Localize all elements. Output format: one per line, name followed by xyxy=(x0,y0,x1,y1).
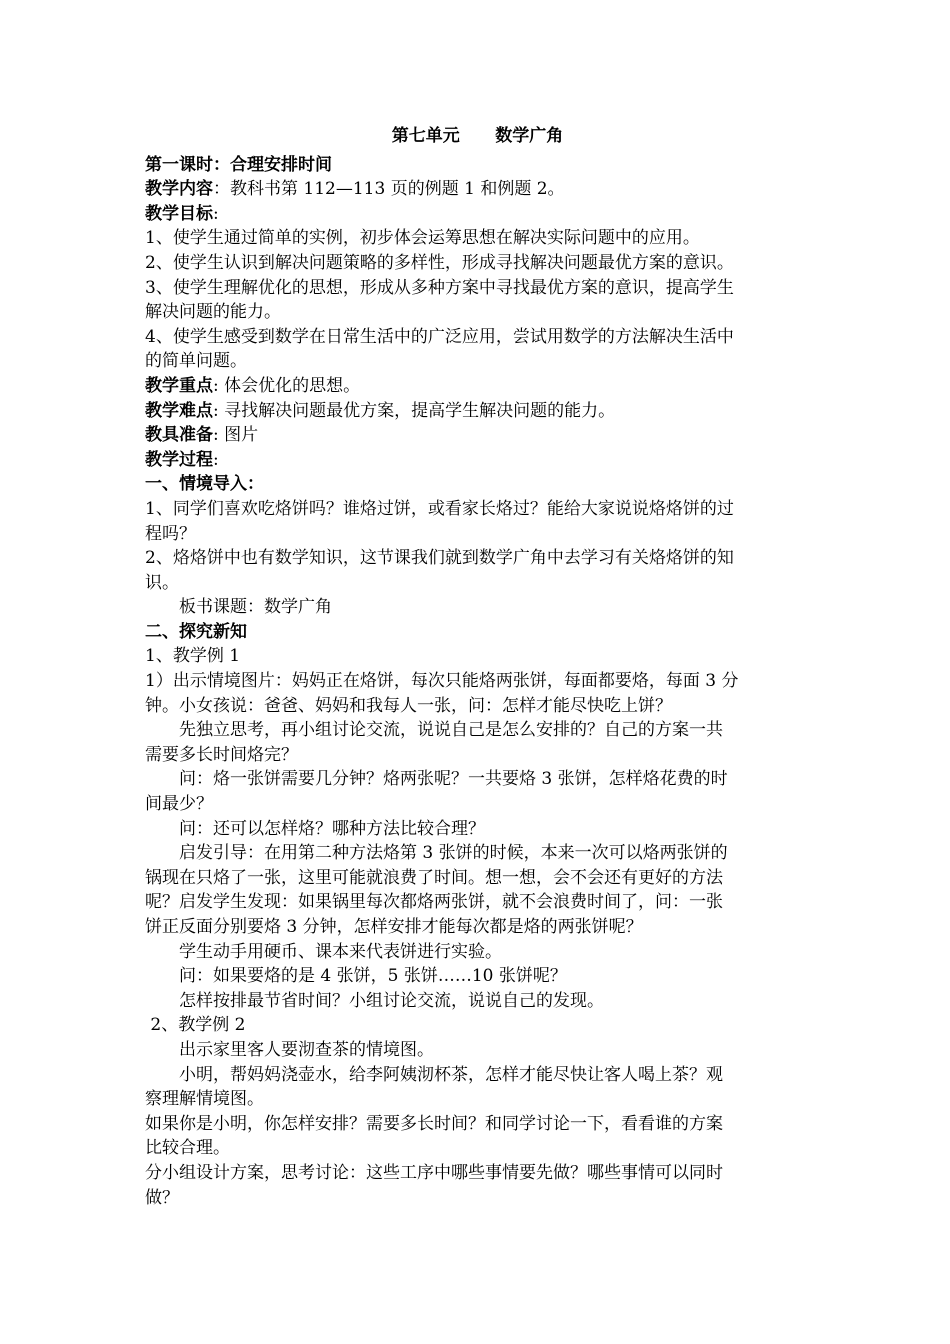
paragraph-line: 分小组设计方案，思考讨论：这些工序中哪些事情要先做？哪些事情可以同时 xyxy=(145,1162,723,1183)
paragraph-line: 问：还可以怎样烙？哪种方法比较合理？ xyxy=(179,818,485,839)
section-heading: 二、探究新知 xyxy=(145,621,247,642)
goal-line: 解决问题的能力。 xyxy=(145,302,281,323)
paragraph-line: 出示家里客人要沏查茶的情境图。 xyxy=(179,1039,434,1060)
goal-line: 1、使学生通过简单的实例，初步体会运筹思想在解决实际问题中的应用。 xyxy=(145,228,700,249)
paragraph-line: 比较合理。 xyxy=(145,1138,230,1159)
document-page xyxy=(145,124,810,1210)
paragraph-line: 钟。小女孩说：爸爸、妈妈和我每人一张，问：怎样才能尽快吃上饼？ xyxy=(145,695,672,716)
paragraph-line: 启发引导：在用第二种方法烙第 3 张饼的时候，本来一次可以烙两张饼的 xyxy=(179,843,728,864)
section-heading: 一、情境导入： xyxy=(145,474,264,495)
paragraph-line: 1）出示情境图片：妈妈正在烙饼，每次只能烙两张饼，每面都要烙，每面 3 分 xyxy=(145,671,739,692)
difficulty-text: : 寻找解决问题最优方案，提高学生解决问题的能力。 xyxy=(213,400,616,421)
paragraph-line: 学生动手用硬币、课本来代表饼进行实验。 xyxy=(179,941,502,962)
paragraph-line: 饼正反面分别要烙 3 分钟，怎样安排才能每次都是烙的两张饼呢？ xyxy=(145,917,643,937)
tools-label: 教具准备 xyxy=(145,425,213,446)
example-heading: 2、教学例 2 xyxy=(145,1015,246,1036)
paragraph-line: 做？ xyxy=(145,1187,179,1208)
content-line xyxy=(145,177,810,202)
process-heading xyxy=(145,448,810,473)
goal-line: 3、使学生理解优化的思想，形成从多种方案中寻找最优方案的意识，提高学生 xyxy=(145,277,734,298)
unit-title: 第七单元 数学广角 xyxy=(391,126,564,146)
paragraph-line: 察理解情境图。 xyxy=(145,1089,264,1110)
paragraph-line: 程吗？ xyxy=(145,523,196,544)
paragraph-line: 1、同学们喜欢吃烙饼吗？谁烙过饼，或看家长烙过？能给大家说说烙烙饼的过 xyxy=(145,498,734,519)
key-label: 教学重点 xyxy=(145,375,213,396)
key-line xyxy=(145,374,810,399)
key-text: : 体会优化的思想。 xyxy=(213,375,361,396)
example-heading: 1、教学例 1 xyxy=(145,646,241,667)
paragraph-line: 呢？启发学生发现：如果锅里每次都烙两张饼，就不会浪费时间了，问：一张 xyxy=(145,892,723,913)
paragraph-line: 识。 xyxy=(145,572,179,593)
difficulty-label: 教学难点 xyxy=(145,400,213,421)
paragraph-line: 需要多长时间烙完？ xyxy=(145,744,298,765)
goal-line: 的简单问题。 xyxy=(145,351,247,372)
goals-heading xyxy=(145,202,810,227)
goals-colon: : xyxy=(213,203,219,224)
lesson-title: 第一课时：合理安排时间 xyxy=(145,154,332,175)
paragraph-line: 小明，帮妈妈浇壶水，给李阿姨沏杯茶，怎样才能尽快让客人喝上茶？观 xyxy=(179,1064,723,1085)
goal-line: 4、使学生感受到数学在日常生活中的广泛应用，尝试用数学的方法解决生活中 xyxy=(145,326,734,347)
content-text: ：教科书第 112—113 页的例题 1 和例题 2。 xyxy=(213,179,565,200)
difficulty-line xyxy=(145,399,810,424)
goal-line: 2、使学生认识到解决问题策略的多样性，形成寻找解决问题最优方案的意识。 xyxy=(145,252,734,273)
paragraph-line: 问：烙一张饼需要几分钟？烙两张呢？一共要烙 3 张饼，怎样烙花费的时 xyxy=(179,769,728,790)
tools-line xyxy=(145,423,810,448)
process-colon: : xyxy=(213,449,219,470)
board-title: 板书课题：数学广角 xyxy=(179,597,332,618)
paragraph-line: 如果你是小明，你怎样安排？需要多长时间？和同学讨论一下，看看谁的方案 xyxy=(145,1113,723,1134)
paragraph-line: 2、烙烙饼中也有数学知识，这节课我们就到数学广角中去学习有关烙烙饼的知 xyxy=(145,548,734,569)
paragraph-line: 先独立思考，再小组讨论交流，说说自己是怎么安排的？自己的方案一共 xyxy=(179,720,723,741)
goals-label: 教学目标 xyxy=(145,203,213,224)
paragraph-line: 怎样按排最节省时间？小组讨论交流，说说自己的发现。 xyxy=(179,990,604,1011)
paragraph-line: 间最少？ xyxy=(145,794,213,815)
tools-text: : 图片 xyxy=(213,425,259,446)
content-label: 教学内容 xyxy=(145,179,213,200)
process-label: 教学过程 xyxy=(145,449,213,470)
paragraph-line: 问：如果要烙的是 4 张饼，5 张饼……10 张饼呢？ xyxy=(179,966,567,987)
paragraph-line: 锅现在只烙了一张，这里可能就浪费了时间。想一想，会不会还有更好的方法 xyxy=(145,867,723,888)
